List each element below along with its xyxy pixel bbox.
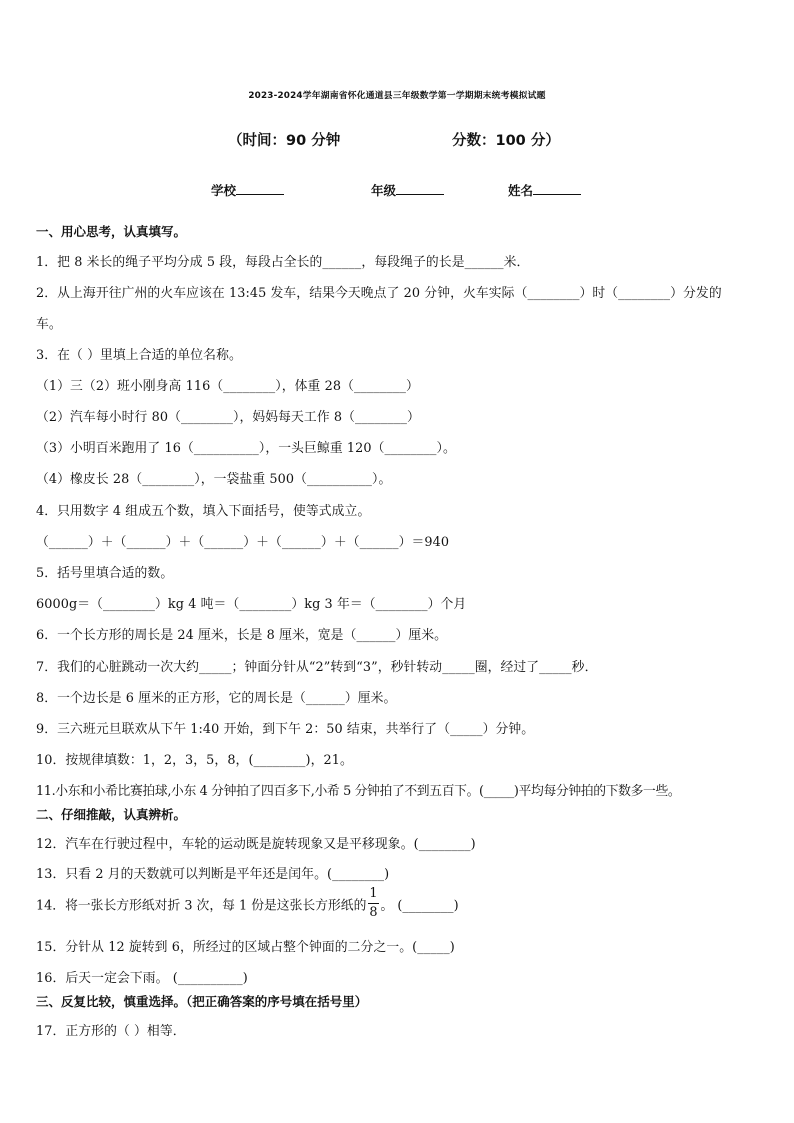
grade-label: 年级 — [371, 183, 397, 198]
question-2-continued: 车。 — [36, 317, 62, 332]
exam-time: （时间：90 分钟 — [228, 133, 341, 149]
school-field — [211, 181, 284, 199]
section-heading-2: 二、仔细推敲，认真辨析。 — [36, 807, 187, 822]
grade-blank[interactable] — [396, 181, 444, 195]
exam-score: 分数：100 分） — [452, 133, 560, 149]
question-2: 2．从上海开往广州的火车应该在 13:45 发车，结果今天晚点了 20 分钟，火车实际（________）时（________）分发的 — [36, 286, 722, 301]
fraction-numerator: 1 — [368, 888, 378, 904]
question-14-answer: 。 (________) — [380, 898, 459, 914]
question-16: 16．后天一定会下雨。 (__________) — [36, 971, 248, 986]
question-7: 7．我们的心脏跳动一次大约_____；钟面分针从“2”转到“3”，秒针转动_____圈，经过了_____秒． — [36, 660, 598, 675]
question-4-equation: （______）＋（______）＋（______）＋（______）＋（______）＝940 — [36, 535, 450, 550]
school-blank[interactable] — [236, 181, 284, 195]
question-3: 3．在（ ）里填上合适的单位名称。 — [36, 348, 242, 363]
question-6: 6．一个长方形的周长是 24 厘米，长是 8 厘米，宽是（______）厘米。 — [36, 628, 448, 643]
question-11: 11.小东和小希比赛拍球,小东 4 分钟拍了四百多下,小希 5 分钟拍了不到五百下。(_____)平均每分钟拍的下数多一些。 — [36, 784, 681, 799]
page-title: 2023-2024学年湖南省怀化通道县三年级数学第一学期期末统考模拟试题 — [248, 91, 546, 101]
question-13: 13．只看 2 月的天数就可以判断是平年还是闰年。(________) — [36, 867, 390, 882]
question-15: 15．分针从 12 旋转到 6，所经过的区域占整个钟面的二分之一。(_____) — [36, 940, 455, 955]
question-17: 17．正方形的（ ）相等． — [36, 1024, 186, 1039]
question-10: 10．按规律填数：1，2，3，5，8，(________)，21。 — [36, 753, 353, 768]
question-5: 5．括号里填合适的数。 — [36, 566, 174, 581]
question-9: 9．三六班元旦联欢从下午 1:40 开始，到下午 2：50 结束，共举行了（_____）分钟。 — [36, 722, 535, 737]
question-3-part-2: （2）汽车每小时行 80（________），妈妈每天工作 8（________） — [36, 410, 420, 425]
question-5-items: 6000g＝（________）kg 4 吨＝（________）kg 3 年＝（________）个月 — [36, 597, 467, 612]
question-14-text: 14．将一张长方形纸对折 3 次，每 1 份是这张长方形纸的 — [36, 898, 367, 914]
fraction-denominator: 8 — [369, 904, 378, 920]
name-field — [508, 181, 581, 199]
fraction-one-eighth — [368, 888, 378, 920]
question-12: 12．汽车在行驶过程中，车轮的运动既是旋转现象又是平移现象。(________) — [36, 837, 476, 852]
question-4: 4．只用数字 4 组成五个数，填入下面括号，使等式成立。 — [36, 504, 371, 519]
question-8: 8．一个边长是 6 厘米的正方形，它的周长是（______）厘米。 — [36, 691, 397, 706]
question-3-part-4: （4）橡皮长 28（________），一袋盐重 500（__________）。 — [36, 472, 392, 487]
question-1: 1．把 8 米长的绳子平均分成 5 段，每段占全长的______，每段绳子的长是______米． — [36, 255, 530, 270]
section-heading-3: 三、反复比较，慎重选择。（把正确答案的序号填在括号里） — [36, 994, 368, 1009]
question-14 — [36, 888, 459, 928]
name-blank[interactable] — [533, 181, 581, 195]
question-3-part-3: （3）小明百米跑用了 16（__________），一头巨鲸重 120（________）。 — [36, 441, 456, 456]
question-3-part-1: （1）三（2）班小刚身高 116（________），体重 28（________） — [36, 379, 419, 394]
name-label: 姓名 — [508, 183, 534, 198]
school-label: 学校 — [211, 183, 237, 198]
grade-field — [371, 181, 444, 199]
section-heading-1: 一、用心思考，认真填写。 — [36, 224, 187, 239]
